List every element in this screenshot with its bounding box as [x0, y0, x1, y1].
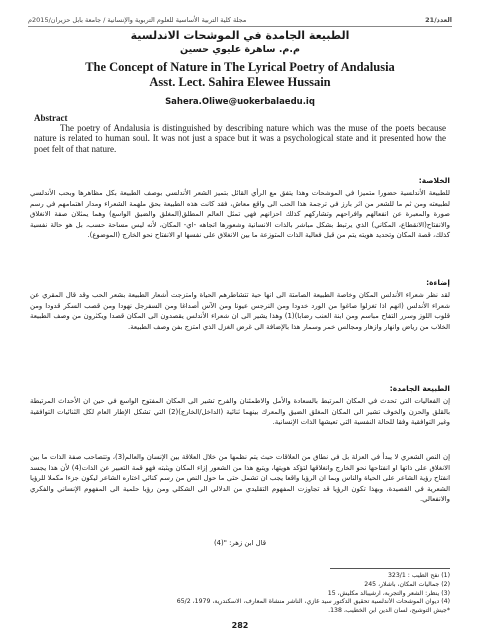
english-author: Asst. Lect. Sahira Elewee Hussain — [149, 75, 331, 89]
author-email[interactable]: Sahera.Oliwe@uokerbalaedu.iq — [165, 97, 315, 107]
footnotes — [30, 572, 450, 616]
section-paragraph-2: إن النص الشعري لا يبدأ في العزلة بل في نطاق من العلاقات حيث يتم نظمها من خلال العلاقة بين الإنسان والعالم(3)، وتتصاحب صفة الذات ما بين الانغلاق على ذاتها او انفتاحها نحو الخارج وانغلاقها لتؤكد هويتها، ويتبع هذا من الشعور إزاء المكان ويثبته فهو قمة التعبير عن الذات(4) لأن هذا يجسد انفتاح رؤية الشاعر على الحياة والناس وبما ان الرؤيا واقعا يجب ان تشمل حتى ما حول النص من رسم كنائي اختاره الشاعر ليكون جزءا مكملا للرؤيا الشعرية في القصيدة، وبهذا تكون الرؤيا قد تجاوزت المفهوم التقليدي من الدلالي الى الشكلي ومن رؤيا حلمية الى المفهوم الإنساني والفكري والانفعالي. — [30, 453, 450, 504]
footnote: (2) جماليات المكان، باشلار، 245 — [364, 580, 450, 588]
summary-text: للطبيعة الأندلسية حضورا متميزا في الموشحات وهذا يتفق مع الرأي القائل بتميز الشعر الأندلسي بوصف الطبيعة بكل مظاهرها وبحب الأندلسي لطبيعته ومن ثم ما للشعر من اثر بارز في ترجمة هذا الحب الى واقع معاش، فقد كانت هذه الطبيعة بحق ملهمة الشعراء ومدار اهتمامهم في رسم صورة والمعبرة عن انفعالهم وافراحهم وتشاركهم كذلك احزانهم فهي تمثل العالم المطلق(المغلق والضيق الواسع) وهما يمثلان صفة الانغلاق والانفتاح(الانقطاع، المكاني) الذي يرتبط بشكل مباشر بالذات الانسانية وشعورها اتجاهه -اي- المكان، لأنه ليس مساحة حسب، بل هو حالة نفسية كذلك، قصة المكان وتحديد هويته يتم من قبل فعالية الذات المتوزعة ما بين الانغلاق على نفسها او الانفتاح نحو الخارج (الموضوع). — [30, 189, 450, 240]
summary-heading: الخلاصة: — [418, 176, 450, 185]
intro-heading: إضاءة: — [426, 278, 450, 287]
section-heading: الطبيعة الجامدة: — [389, 384, 450, 393]
arabic-title: الطبيعة الجامدة في الموشحات الاندلسية — [130, 29, 350, 42]
issue-number: العدد/21 — [425, 16, 452, 24]
footnote: (4) ديوان الموشحات الأندلسية تحقيق الدكتور سيد غازي، الناشر منشأة المعارف، الاسكندرية، 1979، 65/2 — [176, 598, 450, 606]
page-number: 282 — [231, 621, 249, 630]
footnote-divider — [330, 568, 450, 569]
section-quote: قال ابن زهر: "(4) — [213, 539, 267, 547]
journal-name: مجلة كلية التربية الأساسية للعلوم التربوية والإنسانية / جامعة بابل حزيران/2015م — [28, 16, 247, 24]
english-title-block — [28, 60, 452, 90]
footnote: (3) ينظر: الشعر والتجربة، ارشيبالد مكليش، 15 — [327, 589, 450, 597]
english-title: The Concept of Nature in The Lyrical Poetry of Andalusia — [85, 60, 395, 74]
footnote: (1) نفح الطيب : 323/1 — [387, 572, 450, 579]
section-paragraph-1: إن الفعاليات التي تحدث في المكان المرتبط بالسعادة والأمل والاطمئنان والفرح تشير الى المكان المفتوح الواسع في حين ان الأحداث المرتبطة بالقلق والحزن والخوف تشير الى المكان المغلق الضيق والمعرك بينهما ثنائية (الداخل/الخارج)(2) التي تشكل الإطار العام لكل الثنائيات التوافقية وغير التوافقية وفقا للحالة النفسية التي تعيشها الذات الإنسانية. — [30, 397, 450, 427]
arabic-author: م.م. ساهرة عليوي حسين — [180, 44, 300, 55]
abstract-text: The poetry of Andalusia is distinguished by describing nature which was the muse of the poets because nature is related to human soul. It was not just a space but it was a psychological state and it presented how the poet felt of that nature. — [34, 123, 446, 154]
abstract-heading: Abstract — [34, 113, 68, 123]
intro-text: لقد نظر شعراء الأندلس المكان وخاصة الطبيعة الصامتة الى انها حية تتشاطرهم الحياة وامتزجت أشعار الطبيعة بشعر الحب وقد قال المقري عن شعراء الأندلس (انهم اذا تغزلوا صاغوا من الورد خدودا ومن النرجس عيونا ومن الآس أصداغا ومن السفرجل نهودا ومن قصب السكر قدودا ومن قلوب اللوز وسرر التفاح مباسم ومن ابنة العنب رضابا)(1) وهذا يشير الى ان شعراء الأندلس يقصدون الى المكان قصدا ويكثرون من وصف الطبيعة الخلاب من رياض وانهار وازهار ومجالس خمر وسمار هذا بالإضافة الى غرض الغزل الذي امتزج بفن وصف الطبيعة. — [30, 291, 450, 331]
footnote: *جيش التوشيح، لسان الدين ابن الخطيب، 138. — [328, 607, 450, 615]
running-head — [28, 8, 452, 27]
abstract — [34, 113, 446, 154]
